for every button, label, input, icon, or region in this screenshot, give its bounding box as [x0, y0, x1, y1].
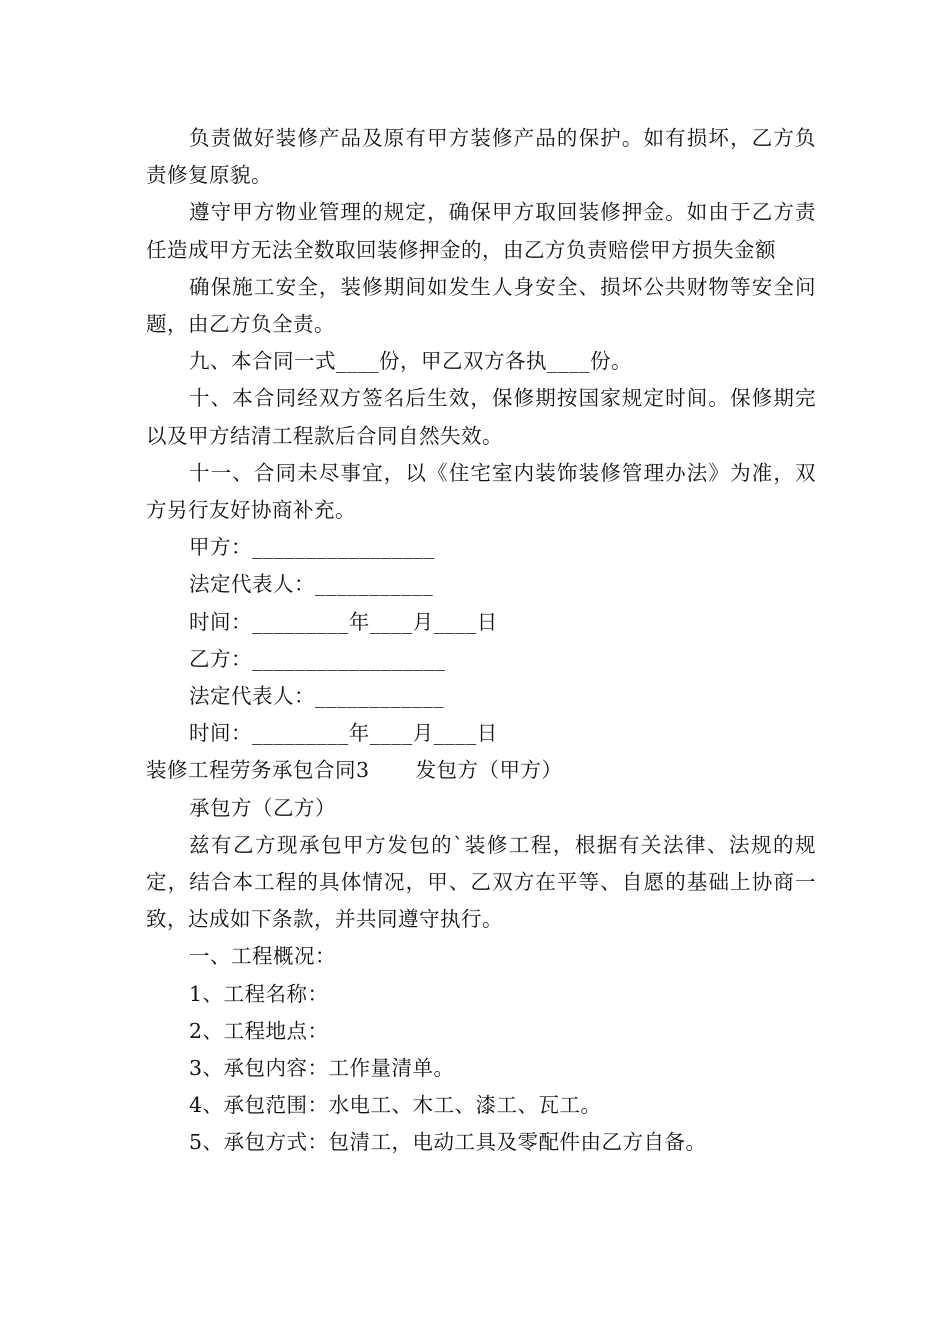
contract3-party-a: 发包方（甲方） — [415, 758, 563, 783]
document-body — [146, 120, 816, 1162]
paragraph-property-management: 遵守甲方物业管理的规定，确保甲方取回装修押金。如由于乙方责任造成甲方无法全数取回装修押金的，由乙方负责赔偿甲方损失金额 — [146, 200, 816, 262]
contract3-title-line — [146, 752, 816, 789]
paragraph-safety: 确保施工安全，装修期间如发生人身安全、损坏公共财物等安全问题，由乙方负全责。 — [146, 274, 816, 337]
paragraph-copies: 九、本合同一式____份，甲乙双方各执____份。 — [189, 349, 632, 374]
signature-representative-b: 法定代表人：____________ — [189, 684, 444, 709]
signature-representative-a: 法定代表人：___________ — [189, 572, 434, 597]
contract3-party-b: 承包方（乙方） — [189, 795, 336, 820]
paragraph-protection: 负责做好装修产品及原有甲方装修产品的保护。如有损坏，乙方负责修复原貌。 — [146, 126, 816, 188]
list-item-scope-content: 3、承包内容：工作量清单。 — [189, 1056, 455, 1081]
list-item-contract-method: 5、承包方式：包清工，电动工具及零配件由乙方自备。 — [189, 1130, 707, 1155]
list-item-scope-range: 4、承包范围：水电工、木工、漆工、瓦工。 — [189, 1093, 602, 1118]
list-item-project-location: 2、工程地点： — [189, 1018, 329, 1043]
signature-date-a: 时间：_________年____月____日 — [189, 609, 498, 634]
contract3-title: 装修工程劳务承包合同3 — [146, 758, 370, 783]
contract3-intro: 兹有乙方现承包甲方发包的`装修工程，根据有关法律、法规的规定，结合本工程的具体情况，甲、乙双方在平等、自愿的基础上协商一致，达成如下条款，并共同遵守执行。 — [146, 832, 816, 932]
signature-date-b: 时间：_________年____月____日 — [189, 721, 498, 746]
paragraph-supplement: 十一、合同未尽事宜，以《住宅室内装饰装修管理办法》为准，双方另行友好协商补充。 — [146, 460, 816, 523]
section-heading-overview: 一、工程概况： — [189, 944, 336, 969]
paragraph-effective: 十、本合同经双方签名后生效，保修期按国家规定时间。保修期完以及甲方结清工程款后合同自然失效。 — [146, 386, 816, 448]
list-item-project-name: 1、工程名称： — [189, 981, 329, 1006]
signature-party-a: 甲方：_________________ — [189, 535, 435, 560]
signature-party-b: 乙方：__________________ — [189, 646, 446, 671]
